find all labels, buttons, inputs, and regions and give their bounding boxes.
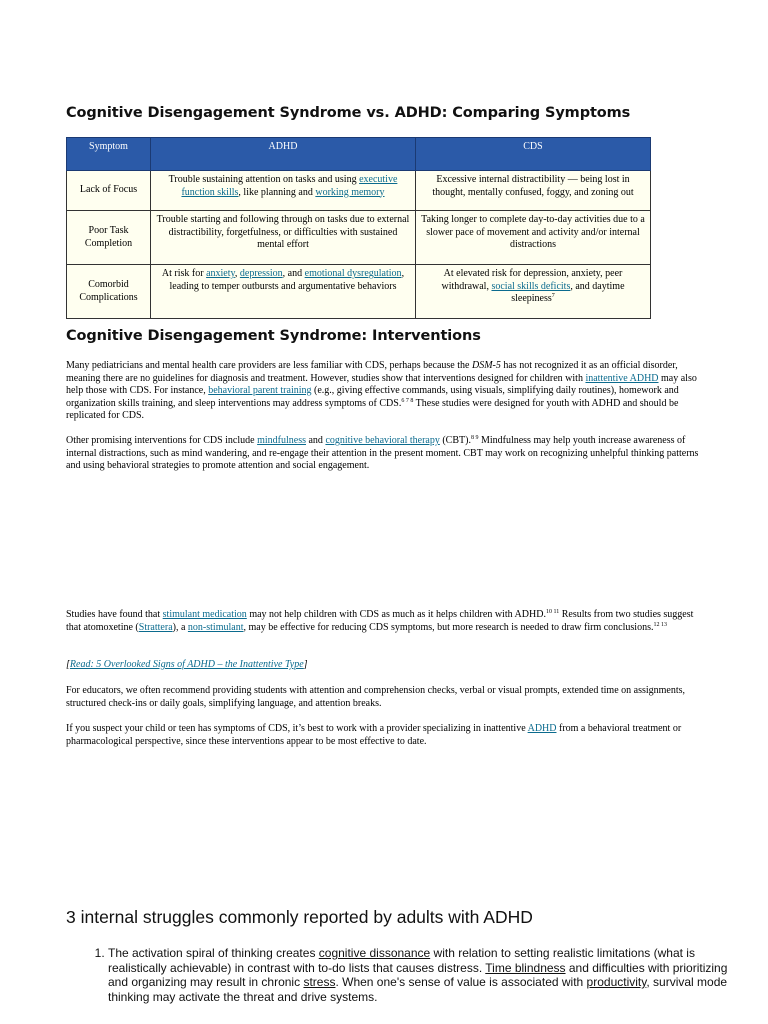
interventions-paragraph-1: Many pediatricians and mental health care providers are less familiar with CDS, perhaps because the DSM-5 has not recognized it as an official disorder, meaning there are no guidelines for diagnosis and treatment. However, studies show that interventions designed for children with inattentive ADHD may also help those with CDS. For instance, behavioral parent training (e.g., giving effective commands, using visuals, simplifying daily routines), homework and organization skills training, and sleep interventions may address symptoms of CDS.$^{6 7 8}$ These studies were designed for youth with ADHD and should be replicated for CDS. xyxy=(66,360,697,421)
cell-cds: At elevated risk for depression, anxiety, peer withdrawal, social skills deficits, and daytime sleepiness$^7$ xyxy=(416,265,651,319)
citation-superscript[interactable]: 10 11 xyxy=(545,609,560,615)
cell-cds: Taking longer to complete day-to-day activities due to a slower pace of movement and activity and/or internal distractions xyxy=(416,211,651,265)
cell-cds: Excessive internal distractibility — being lost in thought, mentally confused, foggy, and zoning out xyxy=(416,171,651,211)
cell-adhd: Trouble starting and following through on tasks due to external distractibility, forgetfulness, or difficulties with sustained mental effort xyxy=(151,211,416,265)
interventions-paragraph-2: Other promising interventions for CDS include mindfulness and cognitive behavioral therapy (CBT).$^{8 9}$ Mindfulness may help youth increase awareness of internal distractions, such as mind wandering, and re-engage their attention in the present moment. CBT may work on recognizing unhelpful thinking patterns and using behavioral strategies to promote attention and social engagement. xyxy=(66,435,699,471)
comparison-heading: Cognitive Disengagement Syndrome vs. ADHD: Comparing Symptoms xyxy=(66,105,631,121)
cell-symptom: Comorbid Complications xyxy=(67,265,151,319)
table-row xyxy=(67,211,651,265)
citation-superscript[interactable]: 6 7 8 xyxy=(401,397,414,404)
citation-superscript[interactable]: 8 9 xyxy=(470,435,479,441)
header-symptom: Symptom xyxy=(67,138,151,171)
link-time-blindness[interactable]: Time blindness xyxy=(485,960,566,975)
link-cognitive-behavioral-therapy[interactable]: cognitive behavioral therapy xyxy=(325,435,440,446)
link-read-overlooked-signs[interactable]: Read: 5 Overlooked Signs of ADHD – the Inattentive Type xyxy=(69,659,304,670)
interventions-heading: Cognitive Disengagement Syndrome: Interventions xyxy=(66,328,481,344)
link-behavioral-parent-training[interactable]: behavioral parent training xyxy=(208,385,312,396)
link-adhd[interactable]: ADHD xyxy=(527,723,557,734)
cell-adhd: At risk for anxiety, depression, and emotional dysregulation, leading to temper outbursts and argumentative behaviors xyxy=(151,265,416,319)
medication-paragraph: Studies have found that stimulant medication may not help children with CDS as much as it helps children with ADHD.$^{10 11}$ Results from two studies suggest that atomoxetine (Strattera), a non-stimulant, may be effective for reducing CDS symptoms, but more research is needed to draw firm conclusions.$^{12 13}$ xyxy=(66,609,694,633)
list-item: 1. The activation spiral of thinking creates cognitive dissonance with relation to setting realistic limitations (what is realistically achievable) in contrast with to-do lists that causes distress. Time blindness and difficulties with prioritizing and organizing may result in chronic stress. When one's sense of value is associated with productivity, survival mode thinking may activate the threat and drive systems. xyxy=(108,946,748,1004)
link-depression[interactable]: depression xyxy=(239,268,283,279)
educators-paragraph: For educators, we often recommend providing students with attention and comprehension checks, verbal or visual prompts, extended time on assignments, structured check-ins or daily goals, simplifying language, and attention breaks. xyxy=(66,685,686,709)
cell-symptom: Lack of Focus xyxy=(67,171,151,211)
citation-superscript[interactable]: 12 13 xyxy=(653,621,667,628)
table-row xyxy=(67,265,651,319)
link-non-stimulant[interactable]: non-stimulant xyxy=(187,621,244,633)
table-header-row xyxy=(67,138,651,171)
read-more-callout: [Read: 5 Overlooked Signs of ADHD – the Inattentive Type] xyxy=(66,659,308,670)
citation-superscript[interactable]: 7 xyxy=(551,293,555,299)
link-stress[interactable]: stress xyxy=(303,975,336,989)
cell-symptom: Poor Task Completion xyxy=(67,211,151,265)
link-productivity[interactable]: productivity xyxy=(586,975,647,989)
table-row xyxy=(67,171,651,211)
link-stimulant-medication[interactable]: stimulant medication xyxy=(162,609,247,620)
link-mindfulness[interactable]: mindfulness xyxy=(257,435,306,446)
link-cognitive-dissonance[interactable]: cognitive dissonance xyxy=(318,946,431,960)
header-cds: CDS xyxy=(416,138,651,171)
struggles-list xyxy=(66,946,748,1004)
link-social-skills-deficits[interactable]: social skills deficits xyxy=(491,280,571,292)
struggles-heading: 3 internal struggles commonly reported by adults with ADHD xyxy=(66,907,533,927)
header-adhd: ADHD xyxy=(151,138,416,171)
link-strattera[interactable]: Strattera xyxy=(138,621,173,633)
link-anxiety[interactable]: anxiety xyxy=(206,268,235,279)
symptom-comparison-table xyxy=(66,137,651,319)
cell-adhd: Trouble sustaining attention on tasks and using executive function skills, like planning and working memory xyxy=(151,171,416,211)
link-executive-function-skills[interactable]: executive function skills xyxy=(181,174,398,198)
provider-paragraph: If you suspect your child or teen has symptoms of CDS, it’s best to work with a provider specializing in inattentive ADHD from a behavioral treatment or pharmacological perspective, since these interventions appear to be most effective to date. xyxy=(66,723,682,747)
link-inattentive-adhd[interactable]: inattentive ADHD xyxy=(585,372,659,384)
link-working-memory[interactable]: working memory xyxy=(315,186,385,198)
link-emotional-dysregulation[interactable]: emotional dysregulation xyxy=(304,268,402,279)
